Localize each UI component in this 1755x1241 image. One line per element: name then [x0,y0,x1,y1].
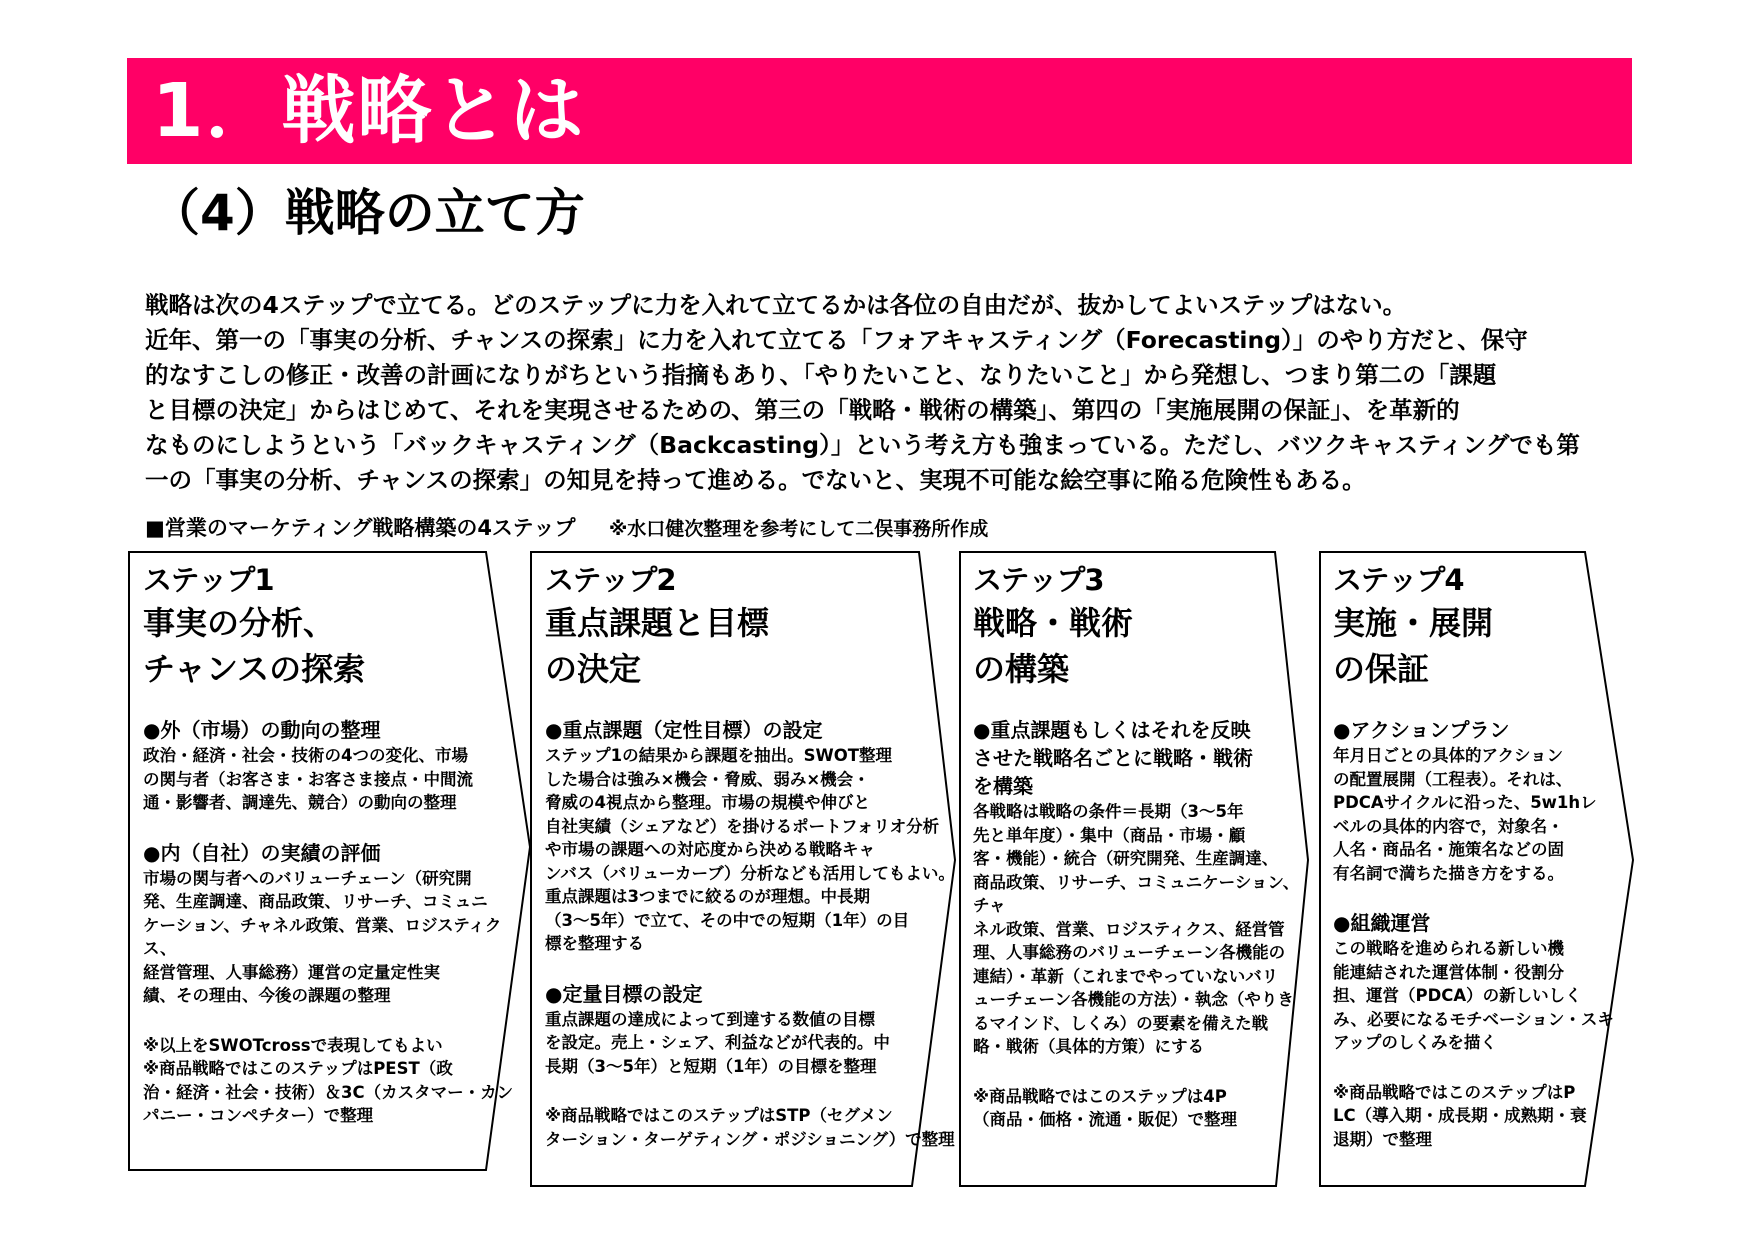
step-1-title-line: チャンスの探索 [143,650,366,688]
step-1-text-line: 通・影響者、調達先、競合）の動向の整理 [143,793,457,812]
page-title: 1．戦略とは [152,68,586,154]
step-4-text-line: アップのしくみを描く [1333,1033,1497,1052]
step-4-text-line: 有名詞で満ちた描き方をする。 [1333,863,1564,883]
step-3-text-line: 略・戦術（具体的方策）にする [973,1037,1204,1056]
step-2-title-line: 重点課題と目標 [545,604,770,642]
step-1-note-line: ※商品戦略ではこのステップはPEST（政 [143,1059,453,1078]
step-4-note-line: LC（導入期・成長期・成熟期・衰 [1333,1106,1587,1125]
step-3-text-line: 先と単年度）・集中（商品・市場・顧 [973,825,1246,845]
intro-line: なものにしようという「バックキャスティング（Backcasting）」という考え方も強まっている。ただし、バツクキャスティングでも第 [145,431,1580,459]
step-4-note [1333,1081,1633,1152]
step-1-label: ステップ1 [143,563,274,597]
step-2-text-line: や市場の課題への対応度から決める戦略キャ [545,840,875,859]
step-2-text-line: 脅威の4視点から整理。市場の規模や伸びと [545,793,870,812]
step-4-note-line: ※商品戦略ではこのステップはP [1333,1082,1576,1102]
step-2-block-heading: ●定量目標の設定 [545,981,703,1006]
step-1-note-line: パニー・コンペチター）で整理 [143,1106,374,1125]
step-3-box [973,560,1308,1132]
step-2-note-line: ターション・ターゲティング・ポジショニング）で整理 [545,1129,955,1149]
step-4-title-line: 実施・展開 [1333,604,1494,642]
section-source-note: ※水口健次整理を参考にして二俣事務所作成 [608,518,989,540]
step-3-text-line: 商品政策、リサーチ、コミュニケーション、チャ [973,872,1300,915]
step-1-text-line: の関与者（お客さま・お客さま接点・中間流 [143,769,473,789]
step-4-text-line: み、必要になるモチベーション・スキ [1333,1009,1614,1029]
step-1-text-line: 市場の関与者へのバリューチェーン（研究開 [143,868,472,888]
section-heading-text: ■営業のマーケティング戦略構築の4ステップ [145,516,576,540]
step-1-note-line: 治・経済・社会・技術）＆3C（カスタマー・カン [143,1082,514,1102]
step-3-text-line: 各戦略は戦略の条件＝長期（3～5年 [973,802,1244,821]
step-1-note [143,1034,528,1128]
step-2-text-line: （3～5年）で立て、その中での短期（1年）の目 [545,910,910,930]
step-4-note-line: 退期）で整理 [1333,1129,1432,1149]
step-2-note-line: ※商品戦略ではこのステップはSTP（セグメン [545,1106,893,1125]
step-2-text-line: 重点課題の達成によって到達する数値の目標 [545,1009,875,1029]
page-subtitle: （4）戦略の立て方 [150,184,585,242]
step-1-block-heading: ●外（市場）の動向の整理 [143,718,381,742]
step-4-box [1333,560,1633,1151]
step-1-text-line: 発、生産調達、商品政策、リサーチ、コミュニ [143,892,488,911]
step-1-block-heading: ●内（自社）の実績の評価 [143,840,381,865]
step-4-label: ステップ4 [1333,563,1464,597]
step-4-text-line: の配置展開（工程表）。それは、 [1333,769,1573,789]
step-1-title-line: 事実の分析、 [143,604,336,642]
step-2-text-line: 自社実績（シェアなど）を掛けるポートフォリオ分析 [545,816,940,836]
step-3-text-line: ューチェーン各機能の方法）・執念（やりき [973,990,1294,1009]
step-4-block-heading: ●アクションプラン [1333,718,1510,742]
step-4-text-line: 担、運営（PDCA）の新しいしく [1333,986,1582,1005]
intro-line: 的なすこしの修正・改善の計画になりがちという指摘もあり、「やりたいこと、なりたいこと」から発想し、つまり第二の「課題 [145,361,1497,389]
intro-line: 戦略は次の4ステップで立てる。どのステップに力を入れて立てるかは各位の自由だが、抜かしてよいステップはない。 [145,291,1407,319]
step-4-block-heading: ●組織運営 [1333,911,1431,935]
step-3-note-line: （商品・価格・流通・販促）で整理 [973,1110,1237,1129]
step-4-text-line: 年月日ごとの具体的アクション [1333,746,1564,765]
step-2-label: ステップ2 [545,563,676,597]
step-2-title-line: の決定 [545,650,642,688]
step-3-heading-line: ●重点課題もしくはそれを反映 [973,718,1251,742]
step-2-text-line: 重点課題は3つまでに絞るのが理想。中長期 [545,887,870,906]
step-1-text-line: ケーション、チャネル政策、営業、ロジスティクス、 [143,915,502,958]
step-2-text-line: ステップ1の結果から課題を抽出。SWOT整理 [545,746,893,765]
step-2-note [545,1104,955,1151]
intro-line: 近年、第一の「事実の分析、チャンスの探索」に力を入れて立てる「フォアキャスティング（Forecasting）」のやり方だと、保守 [145,326,1528,354]
step-4-text-line: PDCAサイクルに沿った、5w1hレ [1333,793,1597,812]
step-3-text-line: 理、人事総務のバリューチェーン各機能の [973,943,1286,962]
step-3-text-line: るマインド、しくみ）の要素を備えた戦 [973,1013,1269,1033]
step-3-text-line: ネル政策、営業、ロジスティクス、経営管 [973,919,1285,939]
step-1-text-line: 績、その理由、今後の課題の整理 [143,986,391,1005]
step-3-title-line: の構築 [973,650,1070,688]
intro-line: と目標の決定」からはじめて、それを実現させるための、第三の「戦略・戦術の構築」、第四の「実施展開の保証」、を革新的 [145,396,1460,424]
step-3-heading-line: させた戦略名ごとに戦略・戦術 [973,746,1253,770]
step-3-heading-line: を構築 [973,774,1033,798]
step-2-text-line: した場合は強み×機会・脅威、弱み×機会・ [545,769,870,789]
step-4-text-line: ベルの具体的内容で，対象名・ [1333,816,1564,836]
step-3-block-heading [973,716,1308,800]
step-3-label: ステップ3 [973,563,1104,597]
step-2-text-line: を設定。売上・シェア、利益などが代表的。中 [545,1033,890,1052]
step-1-box [143,560,528,1128]
intro-line: 一の「事実の分析、チャンスの探索」の知見を持って進める。でないと、実現不可能な絵空事に陥る危険性もある。 [145,466,1366,494]
step-3-note [973,1085,1308,1132]
step-2-box [545,560,955,1151]
step-1-note-line: ※以上をSWOTcrossで表現してもよい [143,1035,443,1055]
step-4-text-line: 人名・商品名・施策名などの固 [1333,840,1564,859]
step-4-text-line: 能連結された運営体制・役割分 [1333,962,1564,982]
step-3-text-line: 客・機能）・統合（研究開発、生産調達、 [973,849,1279,868]
step-2-block-heading: ●重点課題（定性目標）の設定 [545,718,823,742]
step-2-text-line: ンバス（バリューカーブ）分析なども活用してもよい。 [545,863,955,883]
step-4-text-line: この戦略を進められる新しい機 [1333,939,1564,958]
step-1-text-line: 経営管理、人事総務）運営の定量定性実 [143,962,440,982]
step-3-note-line: ※商品戦略ではこのステップは4P [973,1086,1227,1106]
step-3-title-line: 戦略・戦術 [973,604,1134,642]
step-2-text-line: 長期（3～5年）と短期（1年）の目標を整理 [545,1056,877,1076]
step-2-text-line: 標を整理する [545,934,644,953]
step-1-text-line: 政治・経済・社会・技術の4つの変化、市場 [143,746,468,765]
step-4-title-line: の保証 [1333,650,1430,688]
step-3-text-line: 連結）・革新（これまでやっていないバリ [973,966,1279,986]
